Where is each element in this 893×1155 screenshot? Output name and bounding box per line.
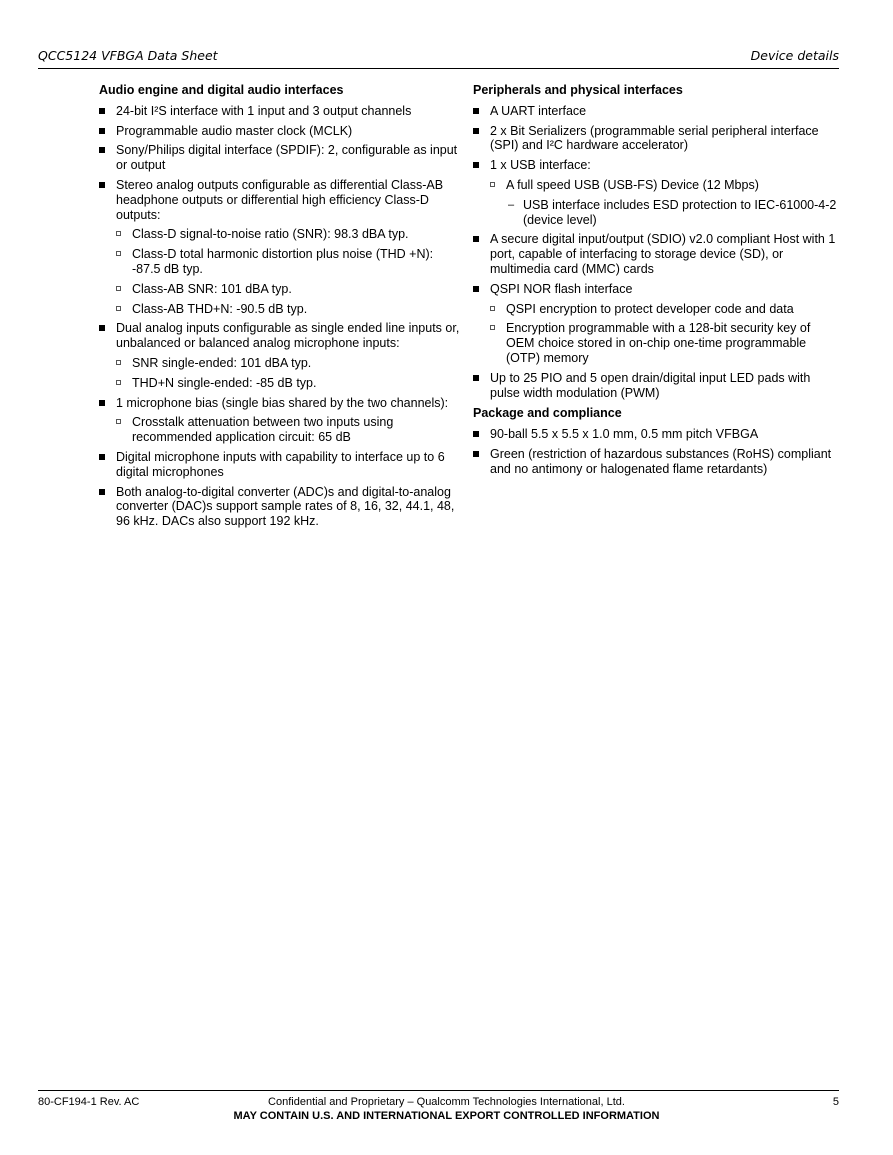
bullet-hollow-square-icon xyxy=(116,306,121,311)
list-item xyxy=(473,321,838,365)
list-item-text: A secure digital input/output (SDIO) v2.0 compliant Host with 1 port, capable of interfacing to storage device (SD), or multimedia card (MMC) cards xyxy=(490,232,836,276)
list-item xyxy=(473,447,838,477)
bullet-square-icon xyxy=(99,325,105,331)
right-column xyxy=(473,83,838,482)
section-title-audio: Audio engine and digital audio interfaces xyxy=(99,83,344,97)
package-list xyxy=(473,427,838,476)
list-item-text: 1 x USB interface: xyxy=(490,158,591,173)
list-item xyxy=(99,143,461,173)
bullet-hollow-square-icon xyxy=(116,251,121,256)
bullet-square-icon xyxy=(99,454,105,460)
list-item-text: THD+N single-ended: -85 dB typ. xyxy=(132,375,317,390)
list-item-text: 1 microphone bias (single bias shared by the two channels): xyxy=(116,395,449,410)
list-item xyxy=(99,396,461,411)
list-item-text: A full speed USB (USB-FS) Device (12 Mbps) xyxy=(506,177,759,192)
bullet-square-icon xyxy=(99,108,105,114)
list-item-text: Encryption programmable with a 128-bit security key of OEM choice stored in on-chip one-time programmable (OTP) memory xyxy=(506,321,811,365)
bullet-square-icon xyxy=(99,400,105,406)
bullet-hollow-square-icon xyxy=(116,231,121,236)
list-item-text: Crosstalk attenuation between two inputs using recommended application circuit: 65 dB xyxy=(132,415,394,445)
list-item-text: Digital microphone inputs with capability to interface up to 6 digital microphones xyxy=(116,449,445,479)
bullet-square-icon xyxy=(473,128,479,134)
footer-doc-number: 80-CF194-1 Rev. AC xyxy=(38,1096,140,1108)
list-item-text: 2 x Bit Serializers (programmable serial peripheral interface (SPI) and I²C hardware accelerator) xyxy=(490,123,819,153)
bullet-hollow-square-icon xyxy=(116,360,121,365)
bullet-square-icon xyxy=(473,431,479,437)
section-title-peripherals: Peripherals and physical interfaces xyxy=(473,83,683,97)
page-number: 5 xyxy=(832,1096,839,1108)
list-item xyxy=(99,415,461,445)
peripherals-list xyxy=(473,104,838,401)
list-item-text: A UART interface xyxy=(490,103,587,118)
list-item xyxy=(99,485,461,529)
left-column xyxy=(99,83,461,534)
list-item xyxy=(473,104,838,119)
list-item xyxy=(473,302,838,317)
bullet-dash-icon: – xyxy=(508,198,515,211)
footer-divider xyxy=(38,1090,839,1091)
list-item xyxy=(473,158,838,173)
list-item xyxy=(99,321,461,351)
list-item xyxy=(99,247,461,277)
list-item-text: QSPI NOR flash interface xyxy=(490,281,633,296)
list-item-text: Class-AB SNR: 101 dBA typ. xyxy=(132,281,292,296)
list-item-text: QSPI encryption to protect developer code and data xyxy=(506,301,794,316)
bullet-hollow-square-icon xyxy=(490,306,495,311)
list-item xyxy=(99,450,461,480)
list-item xyxy=(99,282,461,297)
section-name: Device details xyxy=(750,48,839,63)
bullet-square-icon xyxy=(473,108,479,114)
list-item-text: Sony/Philips digital interface (SPDIF): 2, configurable as input or output xyxy=(116,143,458,173)
page-header xyxy=(38,46,839,69)
list-item xyxy=(99,356,461,371)
bullet-square-icon xyxy=(473,286,479,292)
list-item xyxy=(473,198,838,228)
list-item xyxy=(473,282,838,297)
list-item-text: Up to 25 PIO and 5 open drain/digital input LED pads with pulse width modulation (PWM) xyxy=(490,370,811,400)
bullet-square-icon xyxy=(99,147,105,153)
audio-features-list xyxy=(99,104,461,529)
list-item xyxy=(473,232,838,276)
list-item-text: SNR single-ended: 101 dBA typ. xyxy=(132,355,312,370)
list-item xyxy=(473,371,838,401)
bullet-hollow-square-icon xyxy=(490,325,495,330)
list-item-text: Dual analog inputs configurable as single ended line inputs or, unbalanced or balanced analog microphone inputs: xyxy=(116,321,460,351)
list-item-text: Green (restriction of hazardous substances (RoHS) compliant and no antimony or halogenated flame retardants) xyxy=(490,446,832,476)
list-item xyxy=(99,302,461,317)
bullet-square-icon xyxy=(473,451,479,457)
list-item-text: 90-ball 5.5 x 5.5 x 1.0 mm, 0.5 mm pitch VFBGA xyxy=(490,427,759,442)
bullet-hollow-square-icon xyxy=(116,286,121,291)
list-item-text: 24-bit I²S interface with 1 input and 3 output channels xyxy=(116,103,412,118)
list-item-text: Stereo analog outputs configurable as differential Class-AB headphone outputs or differential high efficiency Class-D outputs: xyxy=(116,177,444,222)
list-item xyxy=(99,124,461,139)
list-item-text: Class-D signal-to-noise ratio (SNR): 98.3 dBA typ. xyxy=(132,227,409,242)
footer-confidential: Confidential and Proprietary – Qualcomm Technologies International, Ltd. xyxy=(268,1096,625,1108)
list-item xyxy=(473,124,838,154)
section-title-package: Package and compliance xyxy=(473,406,622,421)
bullet-square-icon xyxy=(473,162,479,168)
bullet-hollow-square-icon xyxy=(490,182,495,187)
bullet-square-icon xyxy=(99,489,105,495)
list-item-text: Class-AB THD+N: -90.5 dB typ. xyxy=(132,301,308,316)
list-item xyxy=(473,427,838,442)
list-item-text: Class-D total harmonic distortion plus noise (THD +N): -87.5 dB typ. xyxy=(132,247,434,276)
bullet-hollow-square-icon xyxy=(116,419,121,424)
bullet-square-icon xyxy=(99,128,105,134)
bullet-square-icon xyxy=(473,375,479,381)
list-item xyxy=(99,104,461,119)
list-item xyxy=(99,178,461,222)
list-item-text: Both analog-to-digital converter (ADC)s and digital-to-analog converter (DAC)s support sample rates of 8, 16, 32, 44.1, 48, 96 kHz. DACs also support 192 kHz. xyxy=(116,484,455,529)
list-item xyxy=(473,178,838,193)
bullet-hollow-square-icon xyxy=(116,380,121,385)
list-item-text: Programmable audio master clock (MCLK) xyxy=(116,123,353,138)
bullet-square-icon xyxy=(473,236,479,242)
document-title: QCC5124 VFBGA Data Sheet xyxy=(38,48,218,63)
list-item xyxy=(99,227,461,242)
bullet-square-icon xyxy=(99,182,105,188)
footer-export-notice: MAY CONTAIN U.S. AND INTERNATIONAL EXPORT CONTROLLED INFORMATION xyxy=(233,1110,660,1122)
list-item-text: USB interface includes ESD protection to IEC-61000-4-2 (device level) xyxy=(523,197,837,227)
list-item xyxy=(99,376,461,391)
